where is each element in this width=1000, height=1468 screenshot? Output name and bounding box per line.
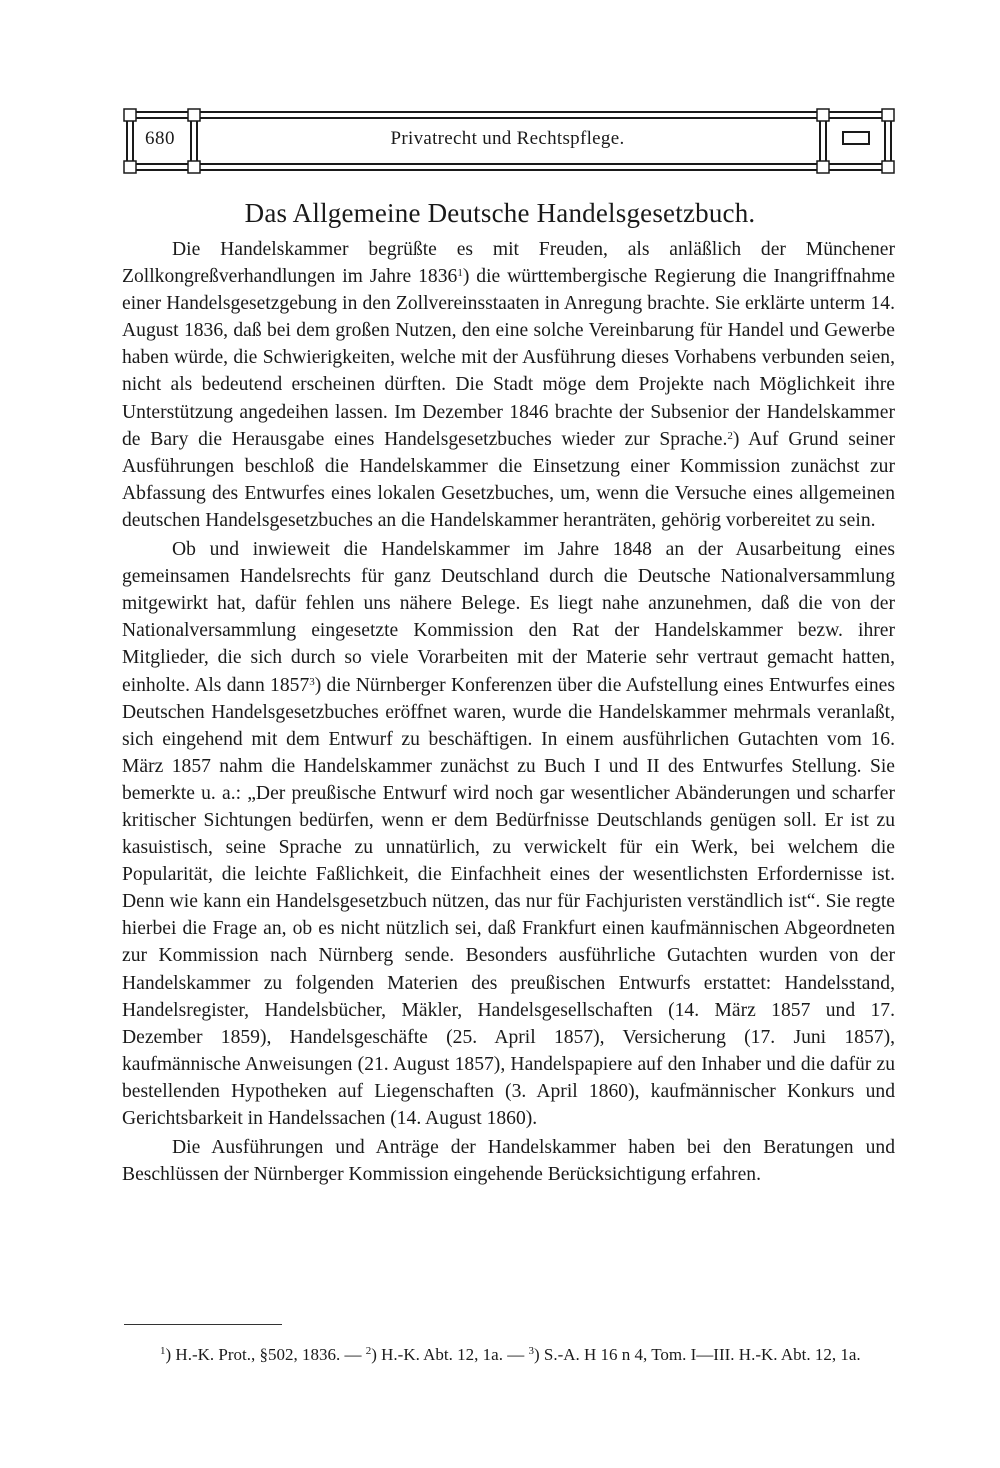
footnote-1: ) H.-K. Prot., §502, 1836. — [165, 1345, 366, 1364]
paragraph-1-text-b: ) die württembergische Regierung die Inangriffnahme einer Handelsgesetzgebung in den Zollvereinsstaaten in Anregung brachte. Sie erklärte unterm 14. August 1836, daß bei dem großen Nutzen, den eine solche Vereinbarung für Handel und Gewerbe haben würde, die Schwierigkeiten, welche mit der Ausführung dieses Vorhabens verbunden seien, nicht als bedeutend erscheinen dürften. Die Stadt möge dem Projekte nach Möglichkeit ihre Unterstützung angedeihen lassen. Im Dezember 1846 brachte der Subsenior der Handelskammer de Bary die Herausgabe eines Handelsgesetzbuches wieder zur Sprache. [122, 266, 896, 450]
section-title: Das Allgemeine Deutsche Handelsgesetzbuch. [244, 198, 756, 228]
paragraph-2-text-a: Ob und inwieweit die Handelskammer im Jahre 1848 an der Ausarbeitung eines gemeinsamen Handelsrechts für ganz Deutschland durch die Deutsche Nationalversammlung mitgewirkt hat, dafür fehlen uns nähere Belege. Es liegt nahe anzunehmen, daß die von der Nationalversammlung eingesetzte Kommission den Rat der Handelskammer bezw. ihrer Mitglieder, die sich durch so viele Vorarbeiten mit der Materie sehr vertraut gemacht hatten, einholte. Als dann 1857 [122, 539, 895, 696]
rectangle-ornament-icon [842, 131, 870, 145]
paragraph-3: Die Ausführungen und Anträge der Handelskammer haben bei den Beratungen und Beschlüssen der Nürnberger Kommission eingehende Berücksichtigung erfahren. [122, 1137, 895, 1186]
footnote-marker-1: 1 [457, 267, 463, 280]
paragraph-1-text-a: Die Handelskammer begrüßte es mit Freuden, als anläßlich der Münchener Zollkongreßverhandlungen im Jahre 1836 [122, 239, 895, 288]
footnote-2: ) H.-K. Abt. 12, 1a. — [371, 1345, 529, 1364]
footnote-marker-3: 3 [309, 675, 315, 688]
footnote-1-marker: 1 [160, 1345, 166, 1357]
footnote-marker-2: 2 [727, 429, 733, 442]
footnote-3-marker: 3 [528, 1345, 534, 1357]
body-text [122, 236, 895, 1188]
footnote-3: ) S.-A. H 16 n 4, Tom. I—III. H.-K. Abt. 12, 1a. [533, 1345, 861, 1364]
running-head: Privatrecht und Rechtspflege. [390, 128, 625, 149]
paragraph-1-text-c: ) Auf Grund seiner Ausführungen beschloß die Handelskammer die Einsetzung einer Kommission zunächst zur Abfassung des Entwurfes eines lokalen Gesetzbuches, um, wenn die Versuche eines allgemeinen deutschen Handelsgesetzbuches an die Handelskammer heranträten, gehörig vorbereitet zu sein. [122, 428, 895, 531]
footnote-divider [124, 1324, 282, 1325]
page-number: 680 [145, 128, 175, 149]
footnote-2-marker: 2 [365, 1345, 372, 1357]
paragraph-2 [122, 536, 895, 1132]
paragraph-1 [122, 236, 895, 534]
footnotes [160, 1344, 900, 1366]
paragraph-2-text-b: ) die Nürnberger Konferenzen über die Aufstellung eines Entwurfes eines Deutschen Handelsgesetzbuches eröffnet waren, wurde die Handelskammer mehrmals veranlaßt, sich eingehend mit dem Entwurf zu beschäftigen. In einem ausführlichen Gutachten vom 16. März 1857 nahm die Handelskammer zunächst zu Buch I und II des Entwurfes Stellung. Sie bemerkte u. a.: „Der preußische Entwurf wird noch gar wesentlicher Abänderungen und scharfer kritischer Sichtungen bedürfen, wenn er dem Bedürfnisse Deutschlands genügen soll. Er ist zu kasuistisch, seine Sprache zu unnatürlich, zu verwickelt für ein Werk, bei welchem die Popularität, die leichte Faßlichkeit, die Einfachheit eines der wesentlichsten Erfordernisse ist. Denn wie kann ein Handelsgesetzbuch nützen, das nur für Fachjuristen verständlich ist“. Sie regte hierbei die Frage an, ob es nicht nützlich sei, daß Frankfurt einen kaufmännischen Abgeordneten zur Kommission nach Nürnberg sende. Besonders ausführliche Gutachten wurden von der Handelskammer zu folgenden Materien des preußischen Entwurfs erstattet: Handelsstand, Handelsregister, Handelsbücher, Mäkler, Handelsgesellschaften (14. März 1857 und 17. Dezember 1859), Handelsgeschäfte (25. April 1857), Versicherung (17. Juni 1857), kaufmännische Anweisungen (21. August 1857), Handelspapiere auf den Inhaber und die dafür zu bestellenden Hypotheken auf Liegenschaften (3. April 1860), kaufmännischer Konkurs und Gerichtsbarkeit in Handelssachen (14. August 1860). [122, 674, 896, 1129]
